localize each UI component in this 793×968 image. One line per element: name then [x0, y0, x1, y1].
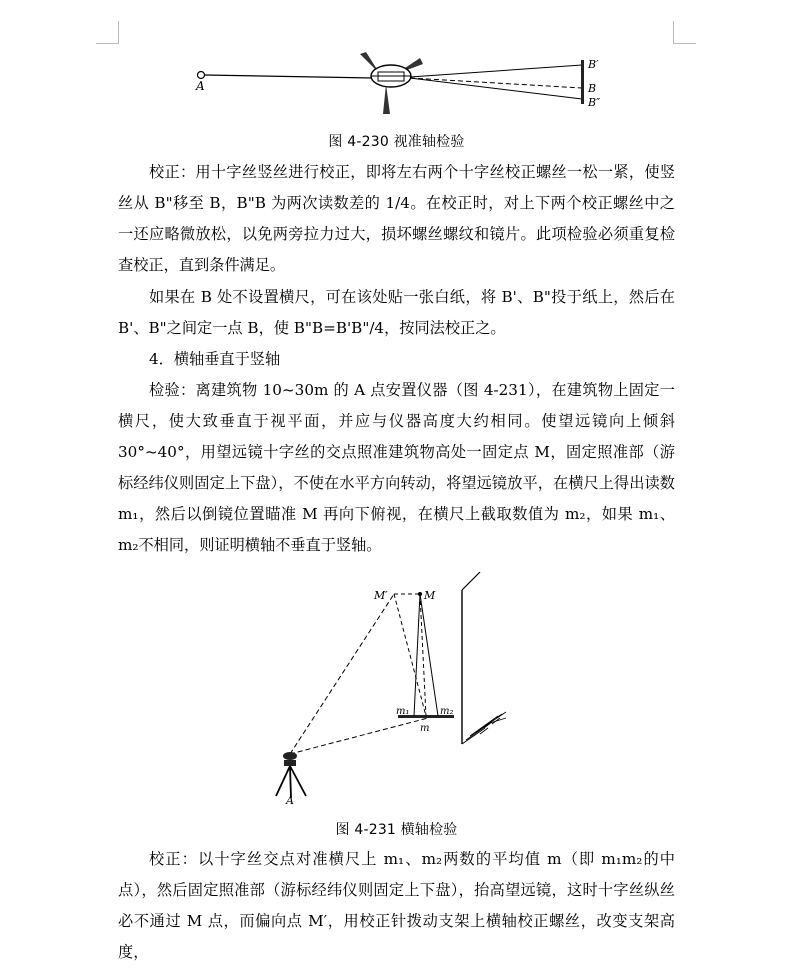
label-a: A — [286, 794, 294, 807]
paragraph-correction-2: 校正：以十字丝交点对准横尺上 m₁、m₂两数的平均值 m（即 m₁m₂的中点），然后固定照准部（游标经纬仪则固定上下盘），抬高望远镜，这时十字丝纵丝必不通过 M 点，而偏向点 M′，用校正针拨动支架上横轴校正螺丝，改变支架高度， — [118, 850, 675, 961]
sight-line-b-double-prime — [410, 78, 582, 99]
figure-4-230-diagram — [190, 48, 610, 120]
figure-4-231-caption: 图 4-231 横轴检验 — [335, 822, 458, 838]
label-m: M — [424, 589, 436, 602]
dash-a-to-m-prime — [290, 594, 394, 754]
figure-4-230-caption: 图 4-230 视准轴检验 — [328, 134, 465, 150]
label-b-prime: B′ — [588, 58, 599, 71]
label-m-prime: M′ — [374, 589, 388, 602]
point-a-marker — [198, 72, 205, 79]
label-b: B — [588, 82, 597, 95]
figure-4-231-diagram — [270, 568, 530, 808]
page-corner-mark-right — [673, 21, 696, 44]
sight-line-b-prime — [410, 65, 582, 77]
point-m-marker — [418, 592, 422, 596]
label-m1: m₁ — [396, 706, 410, 717]
scale-ruler — [581, 60, 584, 104]
paragraph-correction-1: 校正：用十字丝竖丝进行校正，即将左右两个十字丝校正螺丝一松一紧，使竖丝从 B"移至 B，B"B 为两次读数差的 1/4。在校正时，对上下两个校正螺丝中之一还应略微放松，以免两旁拉力过大，损坏螺丝螺纹和镜片。此项检验必须重复检查校正，直到条件满足。 — [118, 163, 675, 274]
label-b-double-prime: B″ — [588, 96, 601, 109]
paragraph-inspection: 检验：离建筑物 10~30m 的 A 点安置仪器（图 4-231），在建筑物上固定一横尺，使大致垂直于视平面，并应与仪器高度大约相同。使望远镜向上倾斜 30°~40°，用望远镜十字丝的交点照准建筑物高处一固定点 M，固定照准部（游标经纬仪则固定上下盘），不使在水平方向转动，将望远镜放平，在横尺上得出读数 m₁，然后以倒镜位置瞄准 M 再向下俯视，在横尺上截取数值为 m₂，如果 m₁、m₂不相同，则证明横轴不垂直于竖轴。 — [118, 381, 675, 554]
paragraph-white-paper: 如果在 B 处不设置横尺，可在该处贴一张白纸，将 B'、B"投于纸上，然后在 B'、B"之间定一点 B，使 B"B=B'B"/4，按同法校正之。 — [118, 288, 675, 337]
page-corner-mark-left — [96, 21, 119, 44]
section-heading-4: 4．横轴垂直于竖轴 — [149, 350, 281, 368]
sight-line-b — [410, 78, 582, 88]
building-wall — [462, 572, 506, 744]
sight-line-a — [205, 75, 373, 78]
theodolite-icon — [360, 52, 423, 114]
label-m2: m₂ — [440, 706, 454, 717]
dash-a-to-m — [290, 718, 428, 754]
theodolite-tripod-icon — [276, 752, 306, 798]
label-m-mid: m — [420, 723, 430, 734]
label-a: A — [196, 79, 205, 93]
